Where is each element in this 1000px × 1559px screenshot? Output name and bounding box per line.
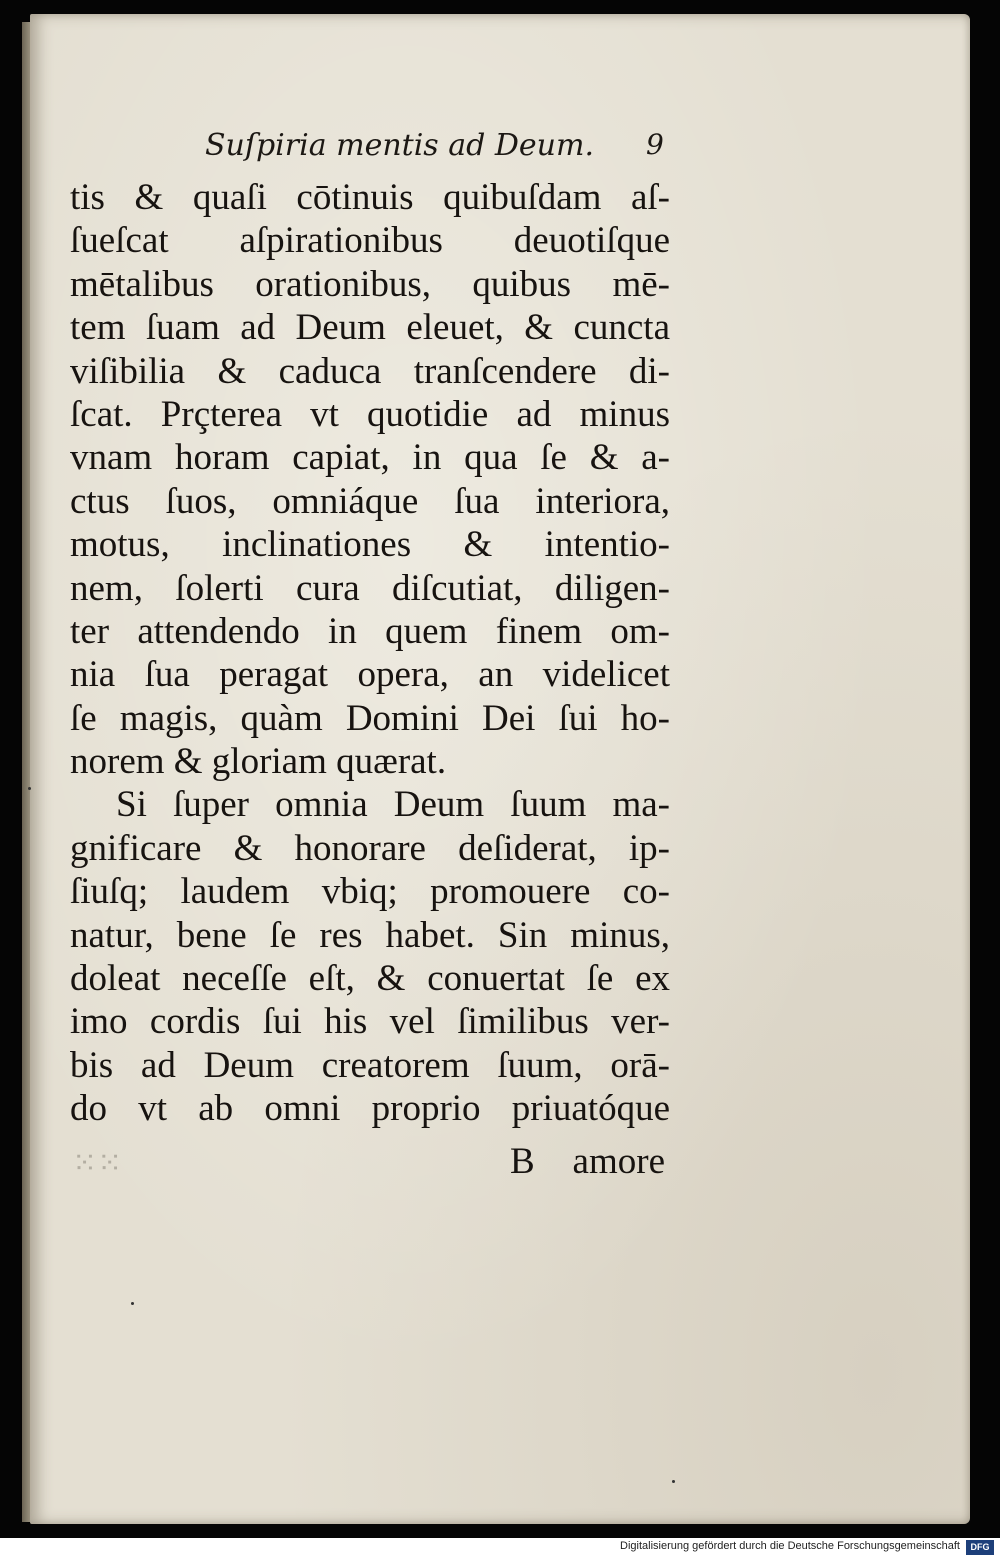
signature-mark: B [510, 1141, 535, 1182]
text-line-paragraph-end: norem & gloriam quærat. [70, 741, 447, 783]
text-line: nia ſua peragat opera, an videlicet [70, 654, 670, 696]
catchword: amore [572, 1141, 665, 1182]
paper-speck [131, 1302, 134, 1305]
page-footer-line [70, 1140, 670, 1184]
dfg-logo: DFG [966, 1540, 994, 1555]
text-line: motus, inclinationes & intentio- [70, 524, 670, 566]
text-line: ter attendendo in quem finem om- [70, 610, 670, 652]
text-line: ſe magis, quàm Domini Dei ſui ho- [70, 697, 670, 739]
text-line: ſiuſq; laudem vbiq; promouere co- [70, 871, 670, 913]
text-line: ſueſcat aſpirationibus deuotiſque [70, 220, 670, 262]
text-line: vnam horam capiat, in qua ſe & a- [70, 437, 670, 479]
body-text [70, 176, 670, 1131]
funding-credit: Digitalisierung gefördert durch die Deutsche Forschungsgemeinschaft [620, 1540, 960, 1552]
text-line: do vt ab omni proprio priuatóque [70, 1088, 670, 1130]
text-line: mētalibus orationibus, quibus mē- [70, 263, 670, 305]
text-line: imo cordis ſui his vel ſimilibus ver- [70, 1001, 670, 1043]
text-line: gnificare & honorare deſiderat, ip- [70, 827, 670, 869]
faint-show-through-mark: ⁙⁙ [72, 1147, 123, 1180]
text-line: viſibilia & caduca tranſcendere di- [70, 350, 670, 392]
running-head: Suſpiria mentis ad Deum. [205, 128, 594, 163]
text-line: ctus ſuos, omniáque ſua interiora, [70, 480, 670, 522]
text-line: tis & quaſi cōtinuis quibuſdam aſ- [70, 177, 670, 218]
text-line: nem, ſolerti cura diſcutiat, diligen- [70, 567, 670, 609]
digitization-footer [0, 1538, 1000, 1559]
text-line: ſcat. Prçterea vt quotidie ad minus [70, 393, 670, 435]
text-line: bis ad Deum creatorem ſuum, orā- [70, 1044, 670, 1086]
text-line: doleat neceſſe eſt, & conuertat ſe ex [70, 958, 670, 1000]
paper-speck [672, 1480, 675, 1483]
text-line: tem ſuam ad Deum eleuet, & cuncta [70, 307, 670, 349]
text-line: natur, bene ſe res habet. Sin minus, [70, 914, 670, 956]
page-number: 9 [646, 128, 664, 161]
paper-speck [28, 787, 31, 790]
text-line-paragraph-start: Si ſuper omnia Deum ſuum ma- [116, 784, 670, 826]
